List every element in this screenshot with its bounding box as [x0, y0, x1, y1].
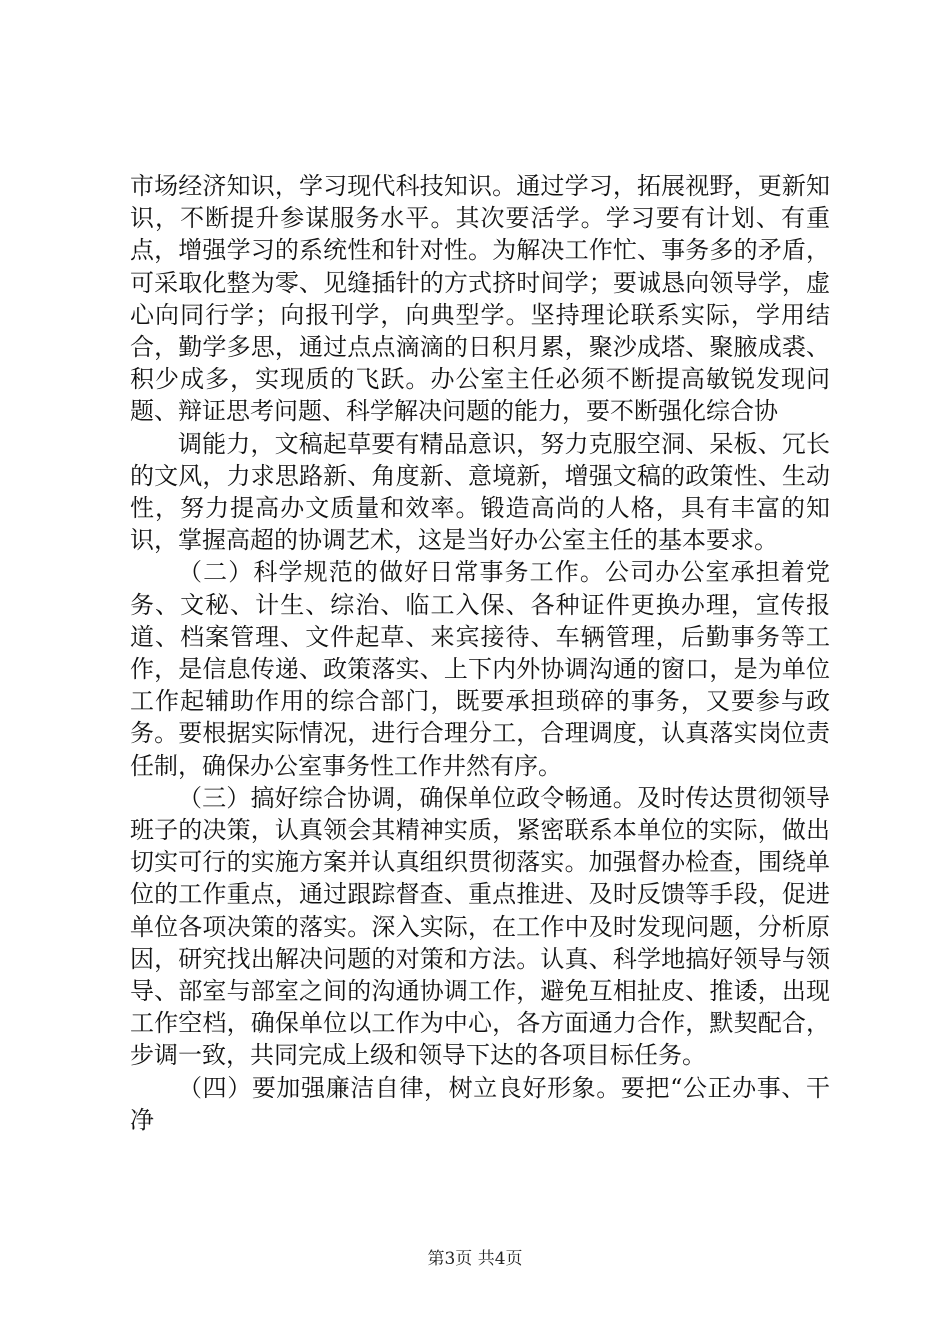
paragraph-continued-study: 市场经济知识，学习现代科技知识。通过学习，拓展视野，更新知识，不断提升参谋服务水平。其次要活学。学习要有计划、有重点，增强学习的系统性和针对性。为解决工作忙、事务多的矛盾，可采取化整为零、见缝插针的方式挤时间学；要诚恳向领导学，虚心向同行学；向报刊学，向典型学。坚持理论联系实际，学用结合，勤学多思，通过点点滴滴的日积月累，聚沙成塔、聚腋成裘、积少成多，实现质的飞跃。办公室主任必须不断提高敏锐发现问题、辩证思考问题、科学解决问题的能力，要不断强化综合协: [130, 172, 830, 426]
paragraph-section-three: （三）搞好综合协调，确保单位政令畅通。及时传达贯彻领导班子的决策，认真领会其精神实质，紧密联系本单位的实际，做出切实可行的实施方案并认真组织贯彻落实。加强督办检查，围绕单位的工作重点，通过跟踪督查、重点推进、及时反馈等手段，促进单位各项决策的落实。深入实际，在工作中及时发现问题，分析原因，研究找出解决问题的对策和方法。认真、科学地搞好领导与领导、部室与部室之间的沟通协调工作，避免互相扯皮、推诿，出现工作空档，确保单位以工作为中心，各方面通力合作，默契配合，步调一致，共同完成上级和领导下达的各项目标任务。: [130, 783, 830, 1070]
paragraph-section-two: （二）科学规范的做好日常事务工作。公司办公室承担着党务、文秘、计生、综治、临工入保、各种证件更换办理，宣传报道、档案管理、文件起草、来宾接待、车辆管理，后勤事务等工作，是信息传递、政策落实、上下内外协调沟通的窗口，是为单位工作起辅助作用的综合部门，既要承担琐碎的事务，又要参与政务。要根据实际情况，进行合理分工，合理调度，认真落实岗位责任制，确保办公室事务性工作井然有序。: [130, 558, 830, 780]
paragraph-section-four: （四）要加强廉洁自律，树立良好形象。要把“公正办事、干净: [130, 1073, 830, 1134]
page-footer: 第3页 共4页: [427, 1249, 523, 1269]
document-body: [130, 170, 830, 1136]
paragraph-coordination-ability: 调能力，文稿起草要有精品意识，努力克服空洞、呆板、冗长的文风，力求思路新、角度新、意境新，增强文稿的政策性、生动性，努力提高办文质量和效率。锻造高尚的人格，具有丰富的知识，掌握高超的协调艺术，这是当好办公室主任的基本要求。: [130, 429, 830, 555]
